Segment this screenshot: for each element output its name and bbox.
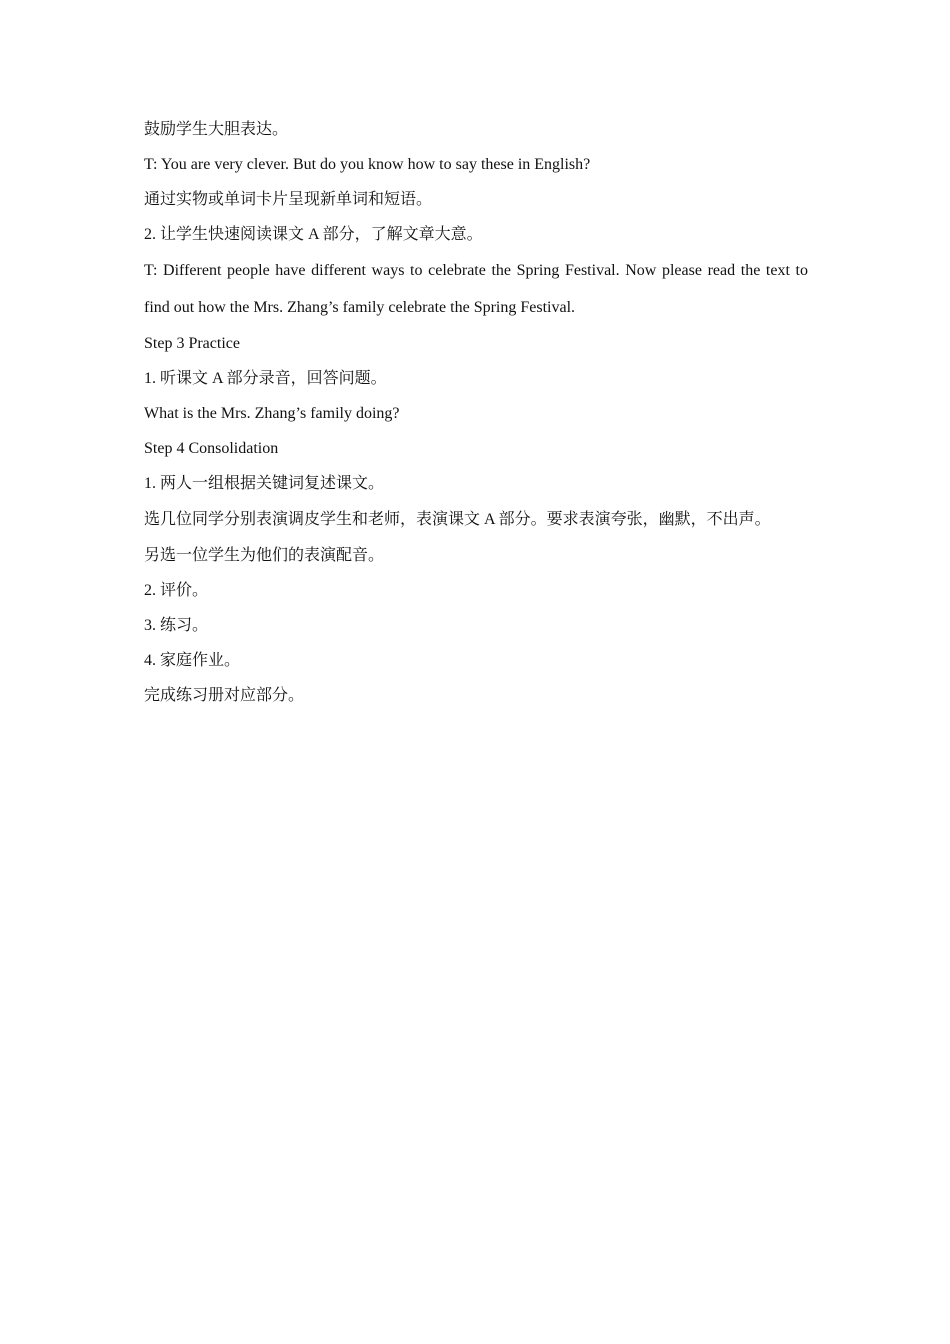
text-line: 1. 听课文 A 部分录音，回答问题。 (144, 370, 387, 387)
step-heading: Step 4 Consolidation (144, 440, 279, 457)
text-line: 2. 评价。 (144, 582, 209, 599)
text-line: 4. 家庭作业。 (144, 652, 241, 669)
text-line: 3. 练习。 (144, 617, 209, 634)
text-line: 1. 两人一组根据关键词复述课文。 (144, 475, 385, 492)
text-line: 另选一位学生为他们的表演配音。 (144, 547, 385, 564)
text-line: 2. 让学生快速阅读课文 A 部分，了解文章大意。 (144, 226, 483, 243)
wrapped-paragraph: T: Different people have different ways to celebrate the Spring Festival. Now please read the text to find out how the Mrs. Zhang’s family celebrate the Spring Festival. (144, 262, 808, 316)
text-line: T: You are very clever. But do you know how to say these in English? (144, 156, 591, 173)
document-body (144, 112, 808, 713)
text-line: What is the Mrs. Zhang’s family doing? (144, 405, 400, 422)
text-line: 选几位同学分别表演调皮学生和老师，表演课文 A 部分。要求表演夸张，幽默，不出声。 (144, 511, 771, 528)
text-line: 鼓励学生大胆表达。 (144, 121, 289, 138)
step-heading: Step 3 Practice (144, 335, 240, 352)
text-line: 完成练习册对应部分。 (144, 687, 305, 704)
text-line: 通过实物或单词卡片呈现新单词和短语。 (144, 191, 433, 208)
